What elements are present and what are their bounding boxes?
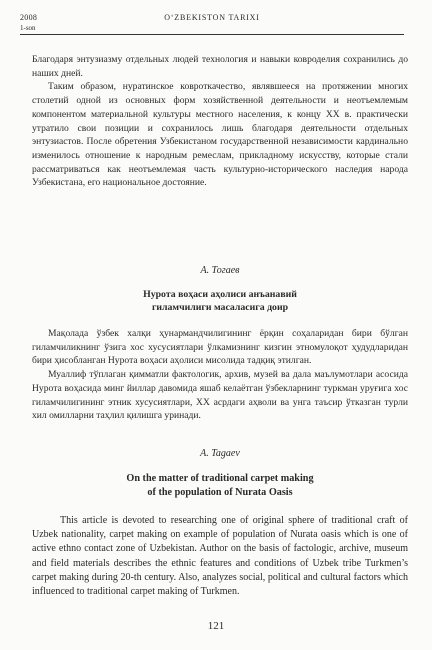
paragraph: Таким образом, нуратинское ковроткачество, являвшееся на протяжении многих столетий одной из основных форм хозяйственной деятельности и неотъемлемым компонентом материальной культуры местного населения, к концу XX в. практически утратило свои позиции и сохранилось лишь благодаря деятельности отдельных энтузиастов. После обретения Узбекистаном государственной независимости кардинально изменилось отношение к народным ремеслам, прикладному искусству, которые стали рассматриваться как неотъемлемая часть культурно-исторического наследия народа Узбекистана, его национальное достояние. — [32, 81, 408, 189]
page-number: 121 — [207, 620, 225, 632]
russian-text-block — [32, 53, 408, 190]
author-name-latin: A. Tagaev — [200, 448, 240, 459]
header-issue: 1-son — [20, 24, 36, 32]
header-journal-title: O‘ZBEKISTON TARIXI — [164, 13, 260, 22]
header-year: 2008 — [20, 13, 38, 22]
article-title-uzbek — [60, 288, 380, 314]
uzbek-abstract-block — [32, 327, 408, 423]
title-line: On the matter of traditional carpet making — [126, 473, 314, 484]
title-line: Нурота воҳаси аҳолиси анъанавий — [143, 289, 297, 300]
paragraph: Муаллиф тўплаган қимматли фактологик, архив, музей ва дала маълумотлари асосида Нурота воҳасида минг йиллар давомида яшаб келаётган ўзбекларнинг туркман уруғига хос гиламчилигининг этник хусусиятлари, XX асрдаги аҳволи ва унга таъсир ўтказган турли хил омилларни таҳлил қилишга уринади. — [32, 369, 408, 422]
english-abstract-block — [32, 514, 408, 599]
paragraph: Благодаря энтузиазму отдельных людей технология и навыки ковроделия сохранились до наших дней. — [32, 54, 408, 79]
author-name-cyrillic: А. Тогаев — [200, 265, 240, 276]
paragraph: Мақолада ўзбек халқи ҳунармандчилигининг ёрқин соҳаларидан бири бўлган гиламчиликнинг ўзига хос хусусиятлари ўлкамизнинг кизгин этномулоқот ҳудудларидан бири ҳисобланган Нурота воҳаси аҳолиси мисолида тадқиқ этилган. — [32, 328, 408, 367]
running-header — [20, 13, 404, 35]
title-line: of the population of Nurata Oasis — [147, 487, 293, 498]
article-title-english — [60, 472, 380, 500]
header-rule — [20, 34, 404, 35]
title-line: гиламчилиги масаласига доир — [151, 302, 289, 313]
paragraph: This article is devoted to researching one of original sphere of traditional craft of Uzbek nationality, carpet making on example of population of Nurata oasis which is one of active ethno contact zone of Uzbekistan. Author on the basis of factologic, archive, museum and field materials describes the ethnic features and conditions of Uzbek tribe Turkmen’s carpet making during 20-th century. Also, analyzes social, political and cultural factors which influenced to traditional carpet making of Turkmen. — [32, 515, 408, 598]
